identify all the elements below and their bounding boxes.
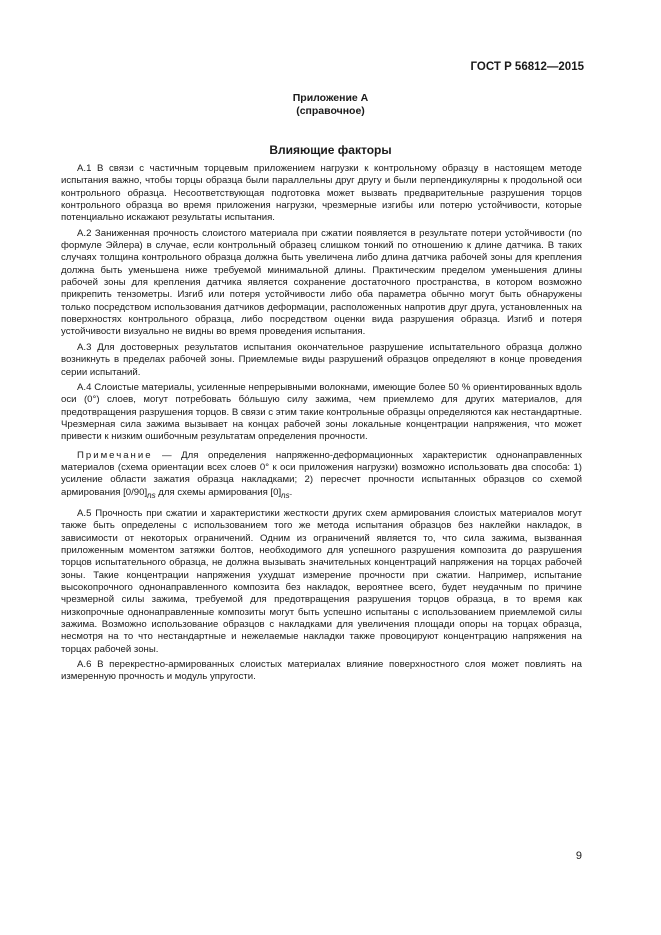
appendix-label: Приложение А [292,92,369,104]
paragraph-a1: А.1 В связи с частичным торцевым приложением нагрузки к контрольному образцу в настоящем методе испытания важно, чтобы торцы образца были параллельны друг другу и были перпендикулярны к продольной оси контрольного образца. Несоответствующая подготовка может вызвать предварительные разрушения торцов контрольного образца во время приложения нагрузки, чрезмерные изгибы или потерю устойчивости, которые потенциально искажают результаты испытания. [61,163,582,224]
appendix-type: (справочное) [296,105,365,117]
note-paragraph [61,450,582,502]
note-subscript-1: ns [147,490,156,500]
section-title: Влияющие факторы [269,143,392,157]
page-number: 9 [575,850,582,862]
note-label: Примечание [77,449,153,461]
paragraph-a4: А.4 Слоистые материалы, усиленные непрерывными волокнами, имеющие более 50 % ориентированных вдоль оси (0°) слоев, могут потребовать бо́льшую силу зажима, чем приемлемо для других материалов, для предотвращения разрушения торцов. В связи с этим такие контрольные образцы определяются как нестандартные. Чрезмерная сила зажима вызывает на концах рабочей зоны локальные концентрации напряжения, что может привести к низким ошибочным результатам определения прочности. [61,381,582,443]
document-code: ГОСТ Р 56812—2015 [470,61,584,73]
paragraph-a6: А.6 В перекрестно-армированных слоистых материалах влияние поверхностного слоя может повлиять на измеренную прочность и модуль упругости. [61,658,582,683]
note-subscript-2: ns [281,490,290,500]
note-body: — Для определения напряженно-деформационных характеристик однонаправленных материалов (схема ориентации всех слоев 0° к оси приложения нагрузки) возможно использовать два способа: 1) усиление области зажатия образца накладками; 2) пересчет прочности испытанных образцов со схемой армирования [0/90] [61,449,582,498]
paragraph-a5: А.5 Прочность при сжатии и характеристики жесткости других схем армирования слоистых материалов могут также быть определены с использованием того же метода испытания образцов без наклейки накладок, в зависимости от некоторых ограничений. Одним из ограничений является то, что сила зажима, вызванная приложенным моментом затяжки болтов, необходимого для успешного разрушения композита до разрушения торцов испытательного образца, не должна вызывать значительных концентраций напряжения на торцах рабочей зоны. Такие концентрации напряжения ухудшат измерение прочности при сжатии. Например, испытание высокопрочного однонаправленного композита без накладок, вероятнее всего, будет неудачным по причине чрезмерной силы зажима, требуемой для предотвращения разрушения торцов образца, в то время как низкопрочные однонаправленные композиты могут быть успешно испытаны с использованием приемлемой силы зажима. Возможно использование образцов с накладками для увеличения площади опоры на торцах образца, несмотря на то что нестандартные и нежелаемые накладки также провоцируют концентрацию напряжения на торцах рабочей зоны. [61,507,582,655]
body-text [61,163,582,687]
appendix-heading [0,92,661,118]
note-middle: для схемы армирования [0] [155,486,282,498]
paragraph-a3: А.3 Для достоверных результатов испытания окончательное разрушение испытательного образца должно возникнуть в пределах рабочей зоны. Приемлемые виды разрушений образцов определяют в конце проведения серии испытаний. [61,341,582,378]
paragraph-a2: А.2 Заниженная прочность слоистого материала при сжатии появляется в результате потери устойчивости (по формуле Эйлера) в случае, если контрольный образец слишком тонкий по отношению к длине датчика. В таких случаях толщина контрольного образца должна быть увеличена либо длина датчика рабочей зоны для крепления должна быть уменьшена ниже требуемой минимальной длины. Практическим пределом уменьшения длины рабочей зоны для крепления датчика является сохранение достаточного пространства, в котором возможно прикрепить тензометры. Изгиб или потеря устойчивости либо оба параметра обычно могут быть обнаружены только посредством использования датчиков деформации, расположенных напротив друг друга, установленных на поверхностях контрольного образца, либо посредством оценки вида разрушения образца. Изгиб и потеря устойчивости визуально не видны во время проведения испытания. [61,227,582,338]
note-end: . [289,486,293,498]
